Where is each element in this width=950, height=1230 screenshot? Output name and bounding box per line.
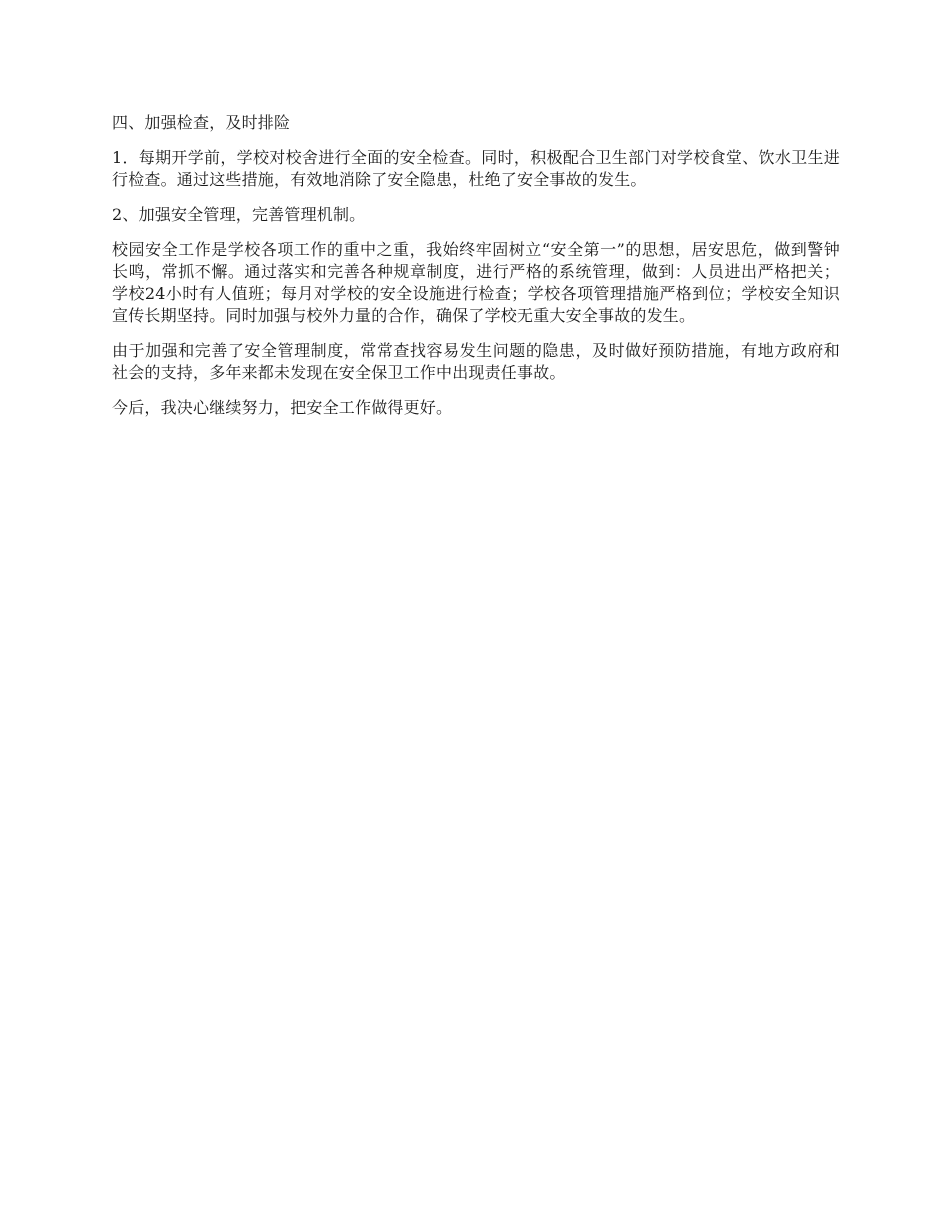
paragraph-4: 由于加强和完善了安全管理制度，常常查找容易发生问题的隐患，及时做好预防措施，有地方政府和社会的支持，多年来都未发现在安全保卫工作中出现责任事故。	[112, 341, 840, 382]
section-heading: 四、加强检查，及时排险	[112, 113, 291, 132]
paragraph-3: 校园安全工作是学校各项工作的重中之重，我始终牢固树立“安全第一”的思想，居安思危，做到警钟长鸣，常抓不懈。通过落实和完善各种规章制度，进行严格的系统管理，做到：人员进出严格把关；学校24小时有人值班；每月对学校的安全设施进行检查；学校各项管理措施严格到位；学校安全知识宣传长期坚持。同时加强与校外力量的合作，确保了学校无重大安全事故的发生。	[112, 240, 840, 325]
paragraph-5: 今后，我决心继续努力，把安全工作做得更好。	[112, 398, 453, 417]
document-page	[112, 112, 840, 432]
paragraph-1: 1．每期开学前，学校对校舍进行全面的安全检查。同时，积极配合卫生部门对学校食堂、饮水卫生进行检查。通过这些措施，有效地消除了安全隐患，杜绝了安全事故的发生。	[112, 148, 840, 189]
paragraph-2: 2、加强安全管理，完善管理机制。	[112, 205, 366, 224]
